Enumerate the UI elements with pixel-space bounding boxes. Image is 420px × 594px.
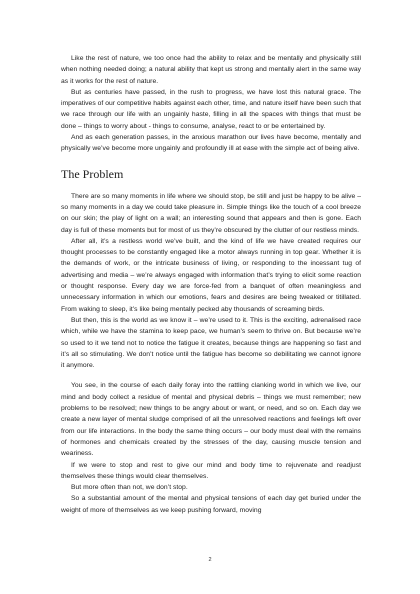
problem-paragraph-7: So a substantial amount of the mental and physical tensions of each day get buried under the weight of more of themselves as we keep pushing forward, moving (61, 495, 361, 514)
page-body (61, 53, 361, 516)
problem-paragraph-3: But then, this is the world as we know it – we’re used to it. This is the exciting, adrenalised race which, while we have the stamina to keep pace, we human’s seem to thrive on. But because we’re so used to it we tend not to notice the fatigue it creates, because things are happening so fast and it’s all so stimulating. We don’t notice until the fatigue has become so debilitating we cannot ignore it anymore. (61, 316, 361, 370)
problem-paragraph-6: But more often than not, we don’t stop. (71, 484, 188, 492)
problem-paragraph-1: There are so many moments in life where we should stop, be still and just be happy to be alive – so many moments in a day we could take pleasure in. Simple things like the touch of a cool breeze on our skin; the play of light on a wall; an interesting sound that appears and then is gone. Each day is full of these moments but for most of us they’re obscured by the clutter of our restless minds. (61, 192, 361, 234)
page-number: 2 (208, 557, 212, 563)
intro-paragraph-2: But as centuries have passed, in the rush to progress, we have lost this natural grace. The imperatives of our competitive habits against each other, time, and nature itself have been such that we race through our life with an ungainly haste, filling in all the spaces with things that must be done – things to worry about - things to consume, analyse, react to or be entertained by. (61, 88, 361, 130)
section-heading: The Problem (61, 166, 124, 181)
paragraph-gap (61, 371, 361, 380)
problem-paragraph-4: You see, in the course of each daily foray into the rattling clanking world in which we live, our mind and body collect a residue of mental and physical debris – things we must remember; new problems to be resolved; new things to be angry about or want, or need, and so on. Each day we create a new layer of mental sludge comprised of all the unresolved reactions and feelings left over from our life interactions. In the body the same thing occurs – our body must deal with the remains of hormones and chemicals created by the stresses of the day, causing muscle tension and weariness. (61, 382, 361, 458)
problem-paragraph-5: If we were to stop and rest to give our mind and body time to rejuvenate and readjust themselves these things would clear themselves. (61, 461, 361, 480)
intro-paragraph-1: Like the rest of nature, we too once had the ability to relax and be mentally and physically still when nothing needed doing; a natural ability that kept us strong and mentally alert in the same way as it works for the rest of nature. (61, 55, 361, 85)
intro-paragraph-3: And as each generation passes, in the anxious marathon our lives have become, mentally and physically we’ve become more ungainly and profoundly ill at ease with the simple act of being alive. (61, 134, 361, 153)
problem-paragraph-2: After all, it’s a restless world we’ve built, and the kind of life we have created requires our thought processes to be constantly engaged like a motor always running in top gear. Whether it is the demands of work, or the intricate business of living, or responding to the incessant tug of advertising and media – we’re always engaged with information that’s trying to elicit some reaction or thought response. Every day we are force-fed from a banquet of often meaningless and unnecessary information in which our emotions, fears and desires are being tweaked or titillated. From waking to sleep, it’s like being mentally pecked aby thousands of screaming birds. (61, 237, 361, 313)
